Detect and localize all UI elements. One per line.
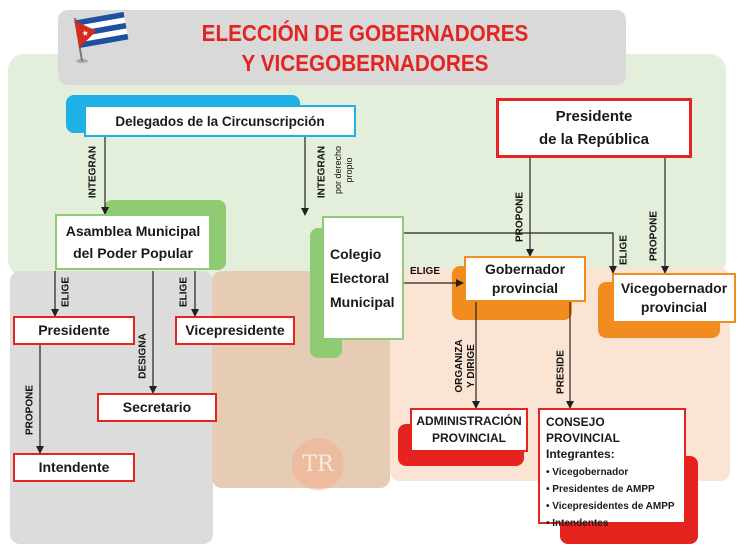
- node-administracion-l2: PROVINCIAL: [431, 431, 506, 445]
- node-vicepresidente: [175, 316, 295, 345]
- title-line-2: Y VICEGOBERNADORES: [241, 50, 489, 76]
- node-consejo-list: [546, 464, 675, 532]
- node-presidente-republica-l2: de la República: [538, 131, 650, 148]
- node-consejo: [538, 408, 686, 529]
- node-intendente-label: Intendente: [38, 459, 110, 475]
- edge-label-integran-2: INTEGRAN: [316, 145, 328, 199]
- node-gobernador-l2: provincial: [491, 280, 559, 296]
- node-consejo-item: • Vicegobernador: [546, 464, 675, 481]
- node-intendente: [13, 453, 135, 482]
- edge-label-elige-2: ELIGE: [410, 266, 441, 277]
- node-administracion-l1: ADMINISTRACIÓN: [416, 414, 522, 428]
- node-consejo-subtitle: Integrantes:: [546, 447, 615, 461]
- node-vicepresidente-label: Vicepresidente: [185, 322, 285, 338]
- node-presidente-label: Presidente: [38, 322, 110, 338]
- edge-label-por-derecho: [333, 146, 355, 194]
- node-vicegobernador-l1: Vicegobernador: [620, 280, 728, 296]
- node-consejo-item: • Vicepresidentes de AMPP: [546, 498, 675, 515]
- node-vicegobernador-l2: provincial: [640, 299, 708, 315]
- edge-label-designa: DESIGNA: [137, 333, 149, 379]
- node-colegio: [322, 216, 404, 340]
- edge-label-organiza: [454, 339, 478, 392]
- edge-label-integran-1: INTEGRAN: [87, 145, 99, 199]
- node-asamblea-l2: del Poder Popular: [73, 245, 193, 261]
- title-line-1: ELECCIÓN DE GOBERNADORES: [201, 20, 529, 46]
- node-presidente-republica-l1: Presidente: [555, 108, 633, 125]
- node-secretario-label: Secretario: [122, 399, 192, 415]
- node-asamblea-l1: Asamblea Municipal: [65, 223, 201, 239]
- node-administracion: [410, 408, 528, 452]
- edge-label-por-derecho-2: propio: [344, 157, 354, 183]
- edge-label-propone-1: PROPONE: [514, 191, 526, 243]
- node-presidente: [13, 316, 135, 345]
- node-gobernador: [464, 256, 586, 302]
- node-consejo-item: • Intendentes: [546, 515, 675, 532]
- node-colegio-l1: Colegio: [330, 246, 382, 262]
- edge-label-organiza-1: ORGANIZA: [454, 339, 465, 393]
- edge-label-elige-3: ELIGE: [60, 276, 72, 308]
- edge-label-preside: PRESIDE: [555, 350, 567, 394]
- node-colegio-l2: Electoral: [330, 270, 390, 286]
- edge-label-elige-1: ELIGE: [618, 234, 630, 266]
- edge-label-elige-4: ELIGE: [178, 276, 190, 308]
- watermark-logo: [292, 438, 344, 490]
- node-consejo-item: • Presidentes de AMPP: [546, 481, 675, 498]
- edge-label-propone-3: PROPONE: [24, 384, 36, 436]
- node-gobernador-l1: Gobernador: [484, 261, 566, 277]
- svg-text:★: ★: [80, 28, 90, 39]
- node-consejo-title: CONSEJO PROVINCIAL: [546, 415, 621, 445]
- node-secretario: [97, 393, 217, 422]
- edge-label-organiza-2: Y DIRIGE: [466, 344, 477, 388]
- node-presidente-republica: [496, 98, 692, 158]
- edge-label-propone-2: PROPONE: [648, 210, 660, 262]
- node-vicegobernador: [612, 273, 736, 323]
- node-delegados-label: Delegados de la Circunscripción: [115, 113, 325, 129]
- node-colegio-l3: Municipal: [330, 294, 395, 310]
- node-delegados: [84, 105, 356, 137]
- watermark-text: TR: [302, 451, 334, 477]
- edge-label-por-derecho-1: por derecho: [333, 145, 343, 195]
- node-asamblea: [55, 214, 211, 270]
